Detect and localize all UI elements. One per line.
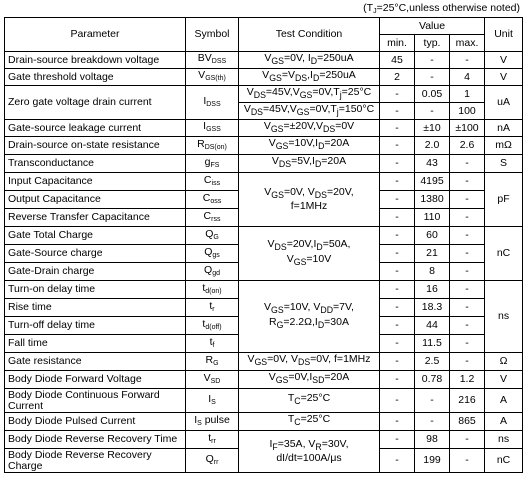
min-cell: - bbox=[380, 317, 415, 335]
max-cell: - bbox=[450, 245, 485, 263]
min-cell: - bbox=[380, 191, 415, 209]
symbol-cell: $Q_{gs}$ bbox=[186, 245, 239, 263]
symbol-cell: $C_{oss}$ bbox=[186, 191, 239, 209]
table-body bbox=[5, 52, 523, 473]
min-cell: - bbox=[380, 449, 415, 473]
table-row bbox=[5, 52, 523, 69]
test-condition-cell: $V_{GS}=10V,I_D=20A$ bbox=[239, 137, 380, 155]
parameter-cell: Turn-on delay time bbox=[5, 281, 186, 299]
min-cell: - bbox=[380, 227, 415, 245]
header-min: min. bbox=[380, 35, 415, 52]
parameter-cell: Gate Total Charge bbox=[5, 227, 186, 245]
conditions-note: ($T_J=25^\circ C,unless$ otherwise noted) bbox=[363, 2, 520, 15]
typ-cell: 199 bbox=[415, 449, 450, 473]
header-symbol: Symbol bbox=[186, 18, 239, 52]
min-cell: - bbox=[380, 431, 415, 449]
min-cell: - bbox=[380, 335, 415, 353]
typ-cell: 1380 bbox=[415, 191, 450, 209]
symbol-cell: $BV_{DSS}$ bbox=[186, 52, 239, 69]
parameter-cell: Gate resistance bbox=[5, 353, 186, 371]
max-cell: - bbox=[450, 191, 485, 209]
min-cell: - bbox=[380, 371, 415, 389]
max-cell: 216 bbox=[450, 389, 485, 413]
parameter-cell: Fall time bbox=[5, 335, 186, 353]
max-cell: - bbox=[450, 155, 485, 173]
typ-cell: - bbox=[415, 69, 450, 86]
test-condition-cell: $T_C=25^\circ C$ bbox=[239, 389, 380, 413]
test-condition-cell: $V_{DS}=20V,I_D=50A$, $V_{GS}=10V$ bbox=[239, 227, 380, 281]
typ-cell: 110 bbox=[415, 209, 450, 227]
table-row bbox=[5, 227, 523, 245]
typ-cell: - bbox=[415, 413, 450, 431]
parameter-cell: Body Diode Reverse Recovery Charge bbox=[5, 449, 186, 473]
unit-cell: V bbox=[485, 371, 523, 389]
min-cell: - bbox=[380, 281, 415, 299]
typ-cell: - bbox=[415, 103, 450, 120]
test-condition-cell: $V_{GS}=0V$, $V_{DS}=0V$, f=1MHz bbox=[239, 353, 380, 371]
unit-cell: Ω bbox=[485, 353, 523, 371]
test-condition-cell: $I_F=35A$, $V_R=30V$, dI/dt=100A/μs bbox=[239, 431, 380, 473]
max-cell: - bbox=[450, 449, 485, 473]
unit-cell: V bbox=[485, 69, 523, 86]
max-cell: - bbox=[450, 281, 485, 299]
parameter-cell: Turn-off delay time bbox=[5, 317, 186, 335]
unit-cell: uA bbox=[485, 86, 523, 120]
header-value: Value bbox=[380, 18, 485, 35]
typ-cell: - bbox=[415, 52, 450, 69]
symbol-cell: $V_{SD}$ bbox=[186, 371, 239, 389]
header-test-condition: Test Condition bbox=[239, 18, 380, 52]
test-condition-cell: $V_{GS}=10V$, $V_{DD}=7V$, $R_G=2.2\Omega,I_D=30A$ bbox=[239, 281, 380, 353]
min-cell: - bbox=[380, 103, 415, 120]
symbol-cell: $g_{FS}$ bbox=[186, 155, 239, 173]
min-cell: - bbox=[380, 209, 415, 227]
table-row bbox=[5, 353, 523, 371]
test-condition-cell: $V_{DS}=5V,I_D=20A$ bbox=[239, 155, 380, 173]
max-cell: - bbox=[450, 335, 485, 353]
table-row bbox=[5, 371, 523, 389]
min-cell: - bbox=[380, 353, 415, 371]
typ-cell: 21 bbox=[415, 245, 450, 263]
unit-cell: A bbox=[485, 413, 523, 431]
typ-cell: ±10 bbox=[415, 120, 450, 137]
typ-cell: 0.05 bbox=[415, 86, 450, 103]
table-row bbox=[5, 413, 523, 431]
parameter-cell: Drain-source breakdown voltage bbox=[5, 52, 186, 69]
min-cell: - bbox=[380, 173, 415, 191]
unit-cell: ns bbox=[485, 431, 523, 449]
unit-cell: nC bbox=[485, 227, 523, 281]
unit-cell: pF bbox=[485, 173, 523, 227]
typ-cell: 8 bbox=[415, 263, 450, 281]
parameter-cell: Rise time bbox=[5, 299, 186, 317]
symbol-cell: $t_{d(on)}$ bbox=[186, 281, 239, 299]
max-cell: 1 bbox=[450, 86, 485, 103]
parameter-cell: Body Diode Pulsed Current bbox=[5, 413, 186, 431]
parameter-cell: Body Diode Forward Voltage bbox=[5, 371, 186, 389]
max-cell: 2.6 bbox=[450, 137, 485, 155]
symbol-cell: $t_{d(off)}$ bbox=[186, 317, 239, 335]
unit-cell: nA bbox=[485, 120, 523, 137]
header-parameter: Parameter bbox=[5, 18, 186, 52]
symbol-cell: $I_{DSS}$ bbox=[186, 86, 239, 120]
parameter-cell: Body Diode Continuous Forward Current bbox=[5, 389, 186, 413]
min-cell: - bbox=[380, 263, 415, 281]
max-cell: 1.2 bbox=[450, 371, 485, 389]
parameter-cell: Gate threshold voltage bbox=[5, 69, 186, 86]
table-row bbox=[5, 155, 523, 173]
max-cell: - bbox=[450, 317, 485, 335]
header-typ: typ. bbox=[415, 35, 450, 52]
parameter-cell: Zero gate voltage drain current bbox=[5, 86, 186, 120]
symbol-cell: $C_{rss}$ bbox=[186, 209, 239, 227]
test-condition-cell: $V_{GS}=0V,I_{SD}=20A$ bbox=[239, 371, 380, 389]
parameter-cell: Drain-source on-state resistance bbox=[5, 137, 186, 155]
min-cell: - bbox=[380, 413, 415, 431]
typ-cell: 60 bbox=[415, 227, 450, 245]
symbol-cell: $V_{GS(th)}$ bbox=[186, 69, 239, 86]
typ-cell: 98 bbox=[415, 431, 450, 449]
parameter-cell: Gate-source leakage current bbox=[5, 120, 186, 137]
max-cell: - bbox=[450, 227, 485, 245]
symbol-cell: $C_{iss}$ bbox=[186, 173, 239, 191]
table-row bbox=[5, 69, 523, 86]
unit-cell: S bbox=[485, 155, 523, 173]
max-cell: - bbox=[450, 173, 485, 191]
header-unit: Unit bbox=[485, 18, 523, 52]
unit-cell: mΩ bbox=[485, 137, 523, 155]
table-row bbox=[5, 389, 523, 413]
typ-cell: 18.3 bbox=[415, 299, 450, 317]
symbol-cell: $t_{rr}$ bbox=[186, 431, 239, 449]
max-cell: - bbox=[450, 299, 485, 317]
max-cell: 100 bbox=[450, 103, 485, 120]
table-row bbox=[5, 120, 523, 137]
symbol-cell: $R_{DS(on)}$ bbox=[186, 137, 239, 155]
parameter-cell: Input Capacitance bbox=[5, 173, 186, 191]
max-cell: - bbox=[450, 209, 485, 227]
typ-cell: 16 bbox=[415, 281, 450, 299]
max-cell: - bbox=[450, 263, 485, 281]
test-condition-cell: $V_{DS}=45V,V_{GS}=0V,T_j=25^\circ C$ bbox=[239, 86, 380, 103]
symbol-cell: $t_f$ bbox=[186, 335, 239, 353]
test-condition-cell: $V_{DS}=45V,V_{GS}=0V,T_j=150^\circ C$ bbox=[239, 103, 380, 120]
unit-cell: nC bbox=[485, 449, 523, 473]
symbol-cell: $Q_{rr}$ bbox=[186, 449, 239, 473]
parameter-cell: Reverse Transfer Capacitance bbox=[5, 209, 186, 227]
max-cell: 865 bbox=[450, 413, 485, 431]
parameter-cell: Body Diode Reverse Recovery Time bbox=[5, 431, 186, 449]
typ-cell: 11.5 bbox=[415, 335, 450, 353]
test-condition-cell: $T_C=25^\circ C$ bbox=[239, 413, 380, 431]
typ-cell: 2.5 bbox=[415, 353, 450, 371]
symbol-cell: $Q_G$ bbox=[186, 227, 239, 245]
max-cell: 4 bbox=[450, 69, 485, 86]
typ-cell: 43 bbox=[415, 155, 450, 173]
max-cell: - bbox=[450, 431, 485, 449]
symbol-cell: $I_S$ bbox=[186, 389, 239, 413]
max-cell: ±100 bbox=[450, 120, 485, 137]
min-cell: - bbox=[380, 389, 415, 413]
table-row bbox=[5, 281, 523, 299]
max-cell: - bbox=[450, 52, 485, 69]
min-cell: 2 bbox=[380, 69, 415, 86]
table-row bbox=[5, 137, 523, 155]
min-cell: - bbox=[380, 155, 415, 173]
min-cell: - bbox=[380, 137, 415, 155]
symbol-cell: $R_G$ bbox=[186, 353, 239, 371]
symbol-cell: $I_S$ pulse bbox=[186, 413, 239, 431]
note-text: =25°C,unless otherwise noted) bbox=[376, 2, 520, 14]
typ-cell: 0.78 bbox=[415, 371, 450, 389]
typ-cell: - bbox=[415, 389, 450, 413]
table-row bbox=[5, 431, 523, 449]
test-condition-cell: $V_{GS}=0V$, $I_D=250uA$ bbox=[239, 52, 380, 69]
test-condition-cell: $V_{GS}=V_{DS},I_D=250uA$ bbox=[239, 69, 380, 86]
symbol-cell: $I_{GSS}$ bbox=[186, 120, 239, 137]
note-sub: J bbox=[373, 8, 377, 15]
typ-cell: 4195 bbox=[415, 173, 450, 191]
min-cell: 45 bbox=[380, 52, 415, 69]
test-condition-cell: $V_{GS}=\pm 20V,V_{DS}=0V$ bbox=[239, 120, 380, 137]
table-row bbox=[5, 173, 523, 191]
unit-cell: V bbox=[485, 52, 523, 69]
min-cell: - bbox=[380, 245, 415, 263]
min-cell: - bbox=[380, 299, 415, 317]
electrical-characteristics-table bbox=[4, 17, 523, 473]
typ-cell: 44 bbox=[415, 317, 450, 335]
parameter-cell: Output Capacitance bbox=[5, 191, 186, 209]
symbol-cell: $Q_{gd}$ bbox=[186, 263, 239, 281]
unit-cell: A bbox=[485, 389, 523, 413]
parameter-cell: Transconductance bbox=[5, 155, 186, 173]
min-cell: - bbox=[380, 120, 415, 137]
parameter-cell: Gate-Source charge bbox=[5, 245, 186, 263]
unit-cell: ns bbox=[485, 281, 523, 353]
min-cell: - bbox=[380, 86, 415, 103]
typ-cell: 2.0 bbox=[415, 137, 450, 155]
parameter-cell: Gate-Drain charge bbox=[5, 263, 186, 281]
header-max: max. bbox=[450, 35, 485, 52]
table-row bbox=[5, 86, 523, 103]
max-cell: - bbox=[450, 353, 485, 371]
test-condition-cell: $V_{GS}=0V$, $V_{DS}=20V$, f=1MHz bbox=[239, 173, 380, 227]
symbol-cell: $t_r$ bbox=[186, 299, 239, 317]
